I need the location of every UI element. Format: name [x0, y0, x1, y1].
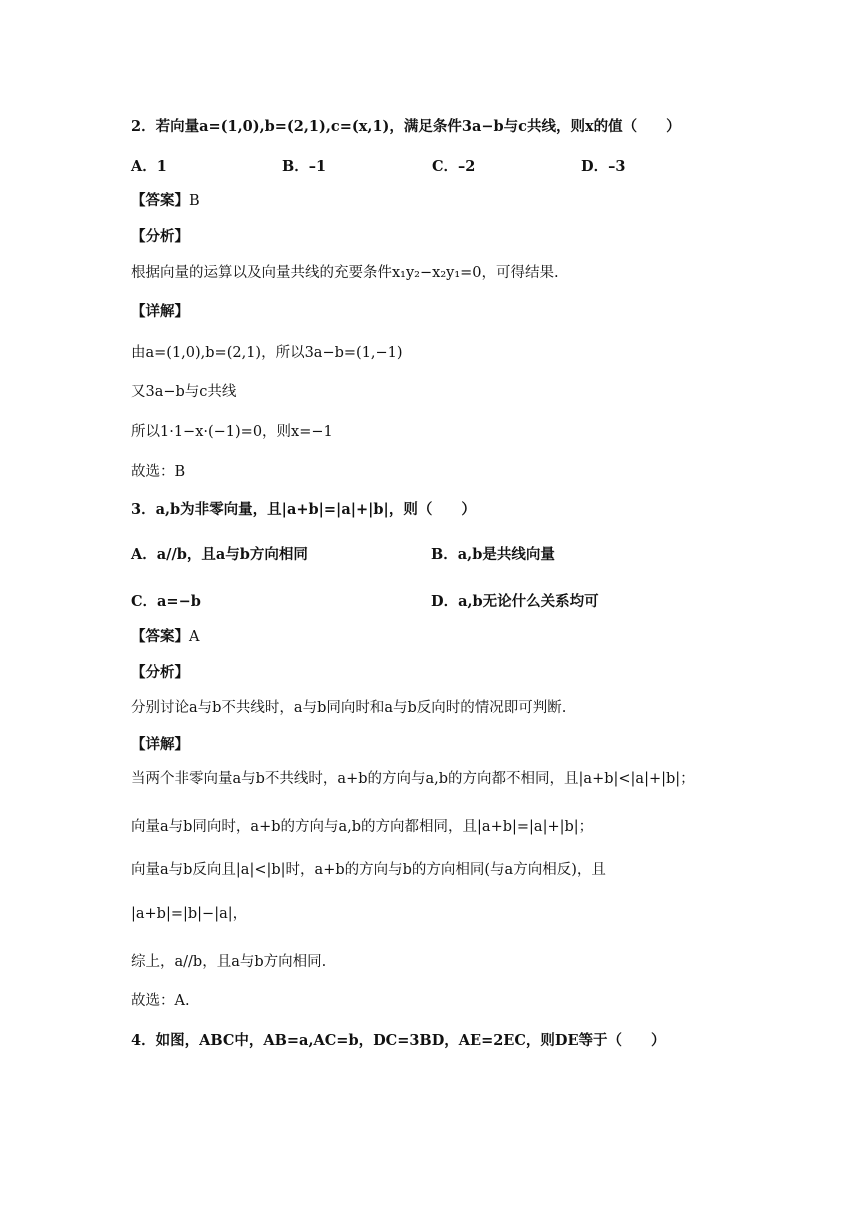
- q3-detail-line-2: 向量a与b同向时，a+b的方向与a,b的方向都相同，且|a+b|=|a|+|b|；: [131, 819, 594, 835]
- q3-answer: 【答案】A: [131, 628, 200, 645]
- q3-detail-line-3: 向量a与b反向且|a|<|b|时，a+b的方向与b的方向相同(与a方向相反)，且: [131, 862, 606, 878]
- q2-option-c: C．–2: [432, 158, 476, 175]
- q3-option-a: A．a//b，且a与b方向相同: [131, 546, 308, 563]
- q2-detail-line-2: 又3a−b与c共线: [131, 384, 237, 400]
- q3-detail-label: 【详解】: [131, 736, 189, 753]
- q2-detail-line-1: 由a=(1,0),b=(2,1)，所以3a−b=(1,−1): [131, 345, 403, 361]
- q3-detail-line-5: 综上，a//b，且a与b方向相同.: [131, 954, 327, 970]
- q2-analysis-text: 根据向量的运算以及向量共线的充要条件x₁y₂−x₂y₁=0，可得结果.: [131, 265, 559, 281]
- q3-analysis-label: 【分析】: [131, 664, 189, 681]
- q2-answer: 【答案】B: [131, 192, 200, 209]
- q2-option-b: B．–1: [282, 158, 327, 175]
- q2-option-a: A．1: [131, 158, 167, 175]
- q2-stem: 2．若向量a=(1,0),b=(2,1),c=(x,1)，满足条件3a−b与c共线，则x的值（ ）: [131, 118, 681, 135]
- q3-answer-value: A: [189, 629, 200, 645]
- q3-detail-line-4: |a+b|=|b|−|a|，: [131, 906, 248, 922]
- q2-option-d: D．–3: [581, 158, 626, 175]
- q2-detail-label: 【详解】: [131, 303, 189, 320]
- q3-detail-line-1: 当两个非零向量a与b不共线时，a+b的方向与a,b的方向都不相同，且|a+b|<|a|+|b|；: [131, 771, 695, 787]
- q2-detail-line-4: 故选：B: [131, 464, 186, 480]
- q3-option-d: D．a,b无论什么关系均可: [431, 593, 599, 610]
- q3-stem: 3．a,b为非零向量，且|a+b|=|a|+|b|，则（ ）: [131, 501, 476, 518]
- q2-detail-line-3: 所以1·1−x·(−1)=0，则x=−1: [131, 424, 333, 440]
- q2-analysis-label: 【分析】: [131, 228, 189, 245]
- q4-stem: 4．如图，ABC中，AB=a,AC=b，DC=3BD，AE=2EC，则DE等于（ ）: [131, 1032, 666, 1049]
- q3-option-c: C．a=−b: [131, 593, 201, 610]
- q2-answer-value: B: [189, 193, 200, 209]
- q3-analysis-text: 分别讨论a与b不共线时，a与b同向时和a与b反向时的情况即可判断.: [131, 700, 567, 716]
- q3-detail-line-6: 故选：A.: [131, 993, 190, 1009]
- q3-option-b: B．a,b是共线向量: [431, 546, 555, 563]
